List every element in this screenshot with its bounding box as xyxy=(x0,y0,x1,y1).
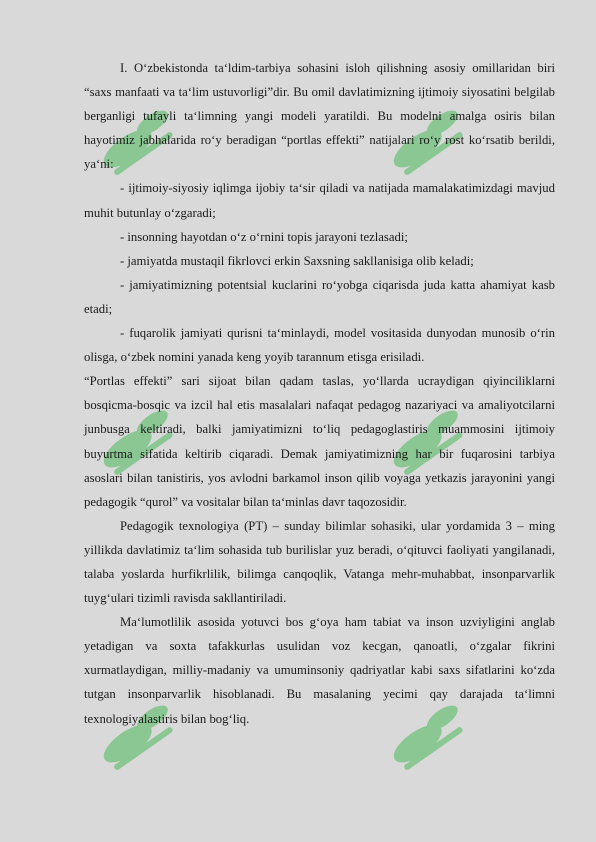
list-item: - jamiyatda mustaqil fikrlovci erkin Saxsning sakllanisiga olib keladi; xyxy=(120,253,474,268)
list-item: - insonning hayotdan o‘z o‘rnini topis jarayoni tezlasadi; xyxy=(120,229,408,244)
paragraph: Pedagogik texnologiya (PT) – sunday bilimlar sohasiki, ular yordamida 3 – ming yillikda davlatimiz ta‘lim sohasida tub burilislar yuz beradi, o‘qituvci faoliyati yangilanadi, talaba yoslarda hurfikrlilik, bilimga canqoqlik, Vatanga mehr-muhabbat, insonparvarlik tuyg‘ulari tizimli ravisda sakllantiriladi. xyxy=(84,518,555,606)
list-item: - jamiyatimizning potentsial kuclarini ro‘yobga ciqarisda juda katta ahamiyat kasb etadi; xyxy=(84,277,555,316)
paragraph: “Portlas effekti” sari sijoat bilan qadam taslas, yo‘llarda ucraydigan qiyinciliklarni bosqicma-bosqic va izcil hal etis masalalari nafaqat pedagog nazariyaci va amaliyotcilarni junbusga keltiradi, balki jamiyatimizni to‘liq pedagoglastiris muammosini ijtimoiy buyurtma sifatida keltirib ciqaradi. Demak jamiyatimizning har bir fuqarosini tarbiya asoslari bilan tanistiris, yos avlodni barkamol inson qilib voyaga yetkazis jarayonini yangi pedagogik “qurol” va vositalar bilan ta‘minlas davr taqozosidir. xyxy=(84,374,555,509)
list-item: - fuqarolik jamiyati qurisni ta‘minlaydi, model vositasida dunyodan munosib o‘rin olisga, o‘zbek nomini yanada keng yoyib tarannum etisga erisiladi. xyxy=(84,326,555,365)
paragraph: Ma‘lumotlilik asosida yotuvci bos g‘oya ham tabiat va inson uzviyligini anglab yetadigan va soxta tafakkurlas usulidan voz kecgan, qanoatli, o‘zgalar fikrini xurmatlaydigan, milliy-madaniy va umuminsoniy qadriyatlar kabi saxs sifatlarini ko‘zda tutgan insonparvarlik hisoblanadi. Bu masalaning yecimi qay darajada ta‘limni texnologiyalastiris bilan bog‘liq. xyxy=(84,615,555,726)
document-body xyxy=(84,56,555,731)
list-item: - ijtimoiy-siyosiy iqlimga ijobiy ta‘sir qiladi va natijada mamalakatimizdagi mavjud muhit butunlay o‘zgaradi; xyxy=(84,181,555,220)
paragraph: I. O‘zbekistonda ta‘ldim-tarbiya sohasini isloh qilishning asosiy omillaridan biri “saxs manfaati va ta‘lim ustuvorligi”dir. Bu omil davlatimizning ijtimoiy siyosatini belgilab berganligi tufayli ta‘limning yangi modeli yaratildi. Bu modelni amalga osiris bilan hayotimiz jabhalarida ro‘y beradigan “portlas effekti” natijalari ro‘y rost ko‘rsatib berildi, ya‘ni: xyxy=(84,61,555,172)
